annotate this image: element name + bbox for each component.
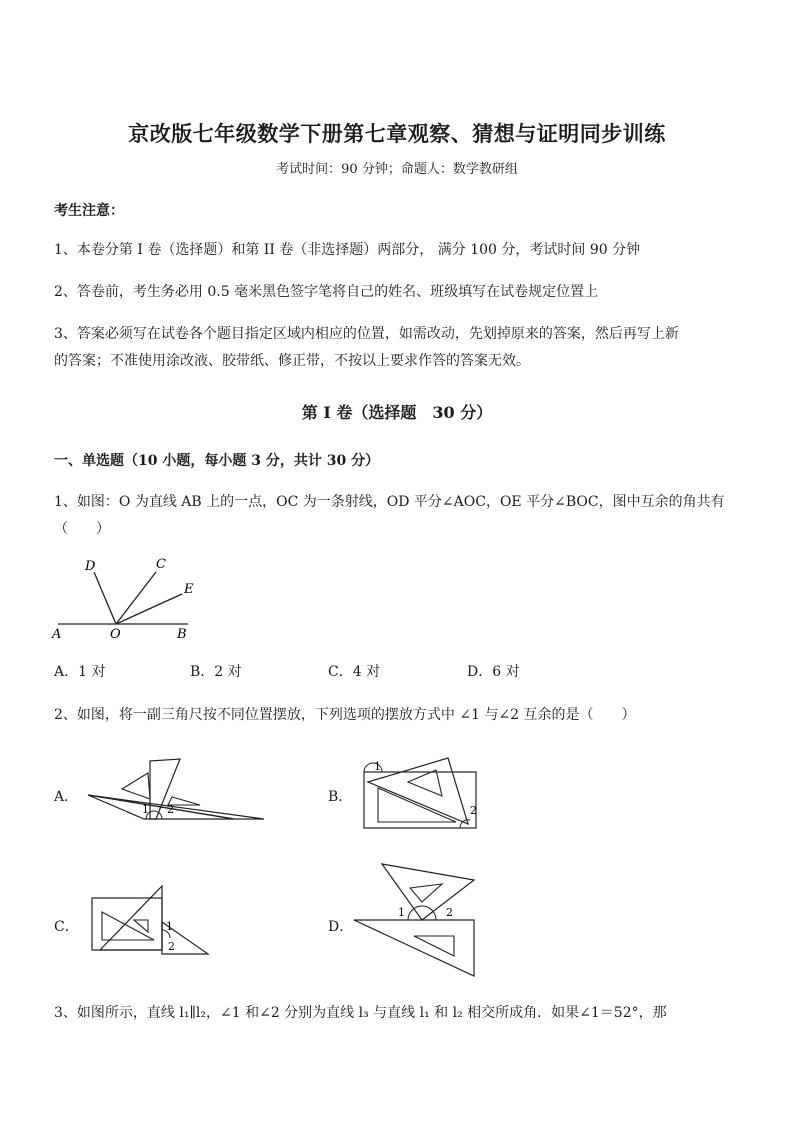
q3-stem: 3、如图所示，直线 l₁∥l₂，∠1 和∠2 分别为直线 l₃ 与直线 l₁ 和 l₂ 相交所成角．如果∠1＝52°，那 — [54, 1005, 667, 1021]
notice-item-3: 3、答案必须写在试卷各个题目指定区域内相应的位置，如需改动，先划掉原来的答案，然后再写上新 — [54, 326, 679, 342]
q1-option-a[interactable]: A．1 对 — [54, 664, 106, 680]
q1-option-b[interactable]: B．2 对 — [190, 664, 242, 680]
q2-figure-c — [84, 882, 214, 958]
q1-stem-cont: （ ） — [54, 521, 110, 537]
q2-figure-b — [356, 752, 486, 834]
label-d: D — [85, 559, 96, 574]
q2-option-c[interactable]: C． — [54, 919, 79, 935]
notice-heading: 考生注意： — [54, 203, 124, 219]
angle-2: 2 — [470, 804, 477, 817]
q2-option-b[interactable]: B． — [328, 789, 353, 805]
q2-option-a[interactable]: A． — [54, 789, 79, 805]
notice-item-3-cont: 的答案；不准使用涂改液、胶带纸、修正带，不按以上要求作答的答案无效。 — [54, 353, 530, 369]
q2-figure-a — [84, 755, 284, 827]
angle-1: 1 — [142, 803, 149, 816]
section-title: 第 I 卷（选择题 30 分） — [301, 403, 493, 422]
angle-1: 1 — [398, 906, 405, 919]
notice-item-1: 1、本卷分第 I 卷（选择题）和第 II 卷（非选择题）两部分， 满分 100 分，考试时间 90 分钟 — [54, 242, 641, 258]
part-heading: 一、单选题（10 小题，每小题 3 分，共计 30 分） — [54, 453, 380, 469]
q2-stem: 2、如图，将一副三角尺按不同位置摆放，下列选项的摆放方式中 ∠1 与∠2 互余的是（ ） — [54, 707, 636, 723]
angle-1: 1 — [166, 920, 173, 933]
angle-2: 2 — [167, 803, 174, 816]
q1-option-d[interactable]: D．6 对 — [467, 664, 520, 680]
page-title: 京改版七年级数学下册第七章观察、猜想与证明同步训练 — [128, 121, 666, 146]
label-b: B — [177, 627, 187, 642]
q1-figure — [50, 552, 200, 644]
ray-od — [94, 572, 116, 624]
q2-option-d[interactable]: D． — [328, 919, 354, 935]
notice-item-2: 2、答卷前，考生务必用 0.5 毫米黑色签字笔将自己的姓名、班级填写在试卷规定位置上 — [54, 284, 599, 300]
q1-stem: 1、如图：O 为直线 AB 上的一点，OC 为一条射线，OD 平分∠AOC，OE 平分∠BOC，图中互余的角共有 — [54, 494, 725, 510]
q1-option-c[interactable]: C．4 对 — [328, 664, 381, 680]
label-o: O — [110, 627, 121, 642]
angle-2: 2 — [446, 906, 453, 919]
label-c: C — [156, 557, 166, 572]
angle-1: 1 — [374, 760, 381, 773]
label-a: A — [52, 627, 62, 642]
ray-oe — [116, 594, 182, 624]
q2-figure-d — [350, 858, 490, 982]
label-e: E — [184, 582, 194, 597]
ray-oc — [116, 572, 156, 624]
angle-2: 2 — [168, 940, 175, 953]
exam-info: 考试时间：90 分钟；命题人：数学教研组 — [276, 162, 518, 177]
